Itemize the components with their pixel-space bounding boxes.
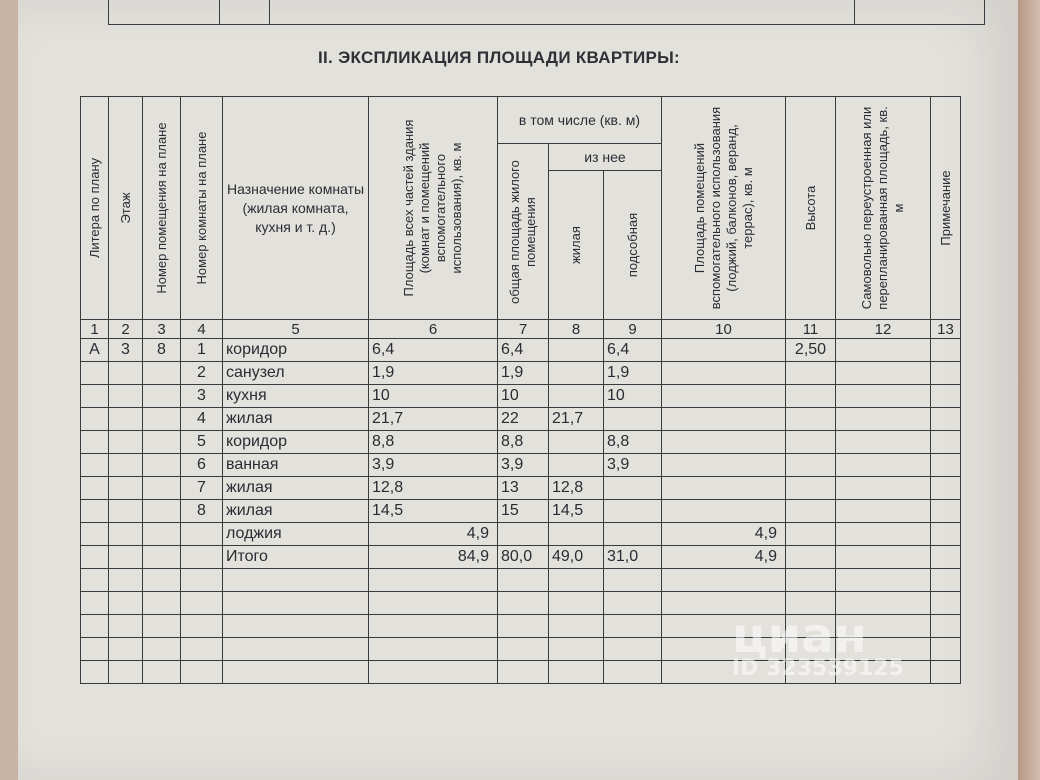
cell-total: 1,9 <box>369 362 498 385</box>
cell-balc <box>662 385 786 408</box>
cell-balc: 4,9 <box>662 523 786 546</box>
table-row <box>81 500 961 523</box>
cell-aux <box>604 615 662 638</box>
cell-balc <box>662 477 786 500</box>
cell-num <box>181 638 223 661</box>
cell-num <box>181 661 223 684</box>
cell-general <box>498 523 549 546</box>
cell-num: 2 <box>181 362 223 385</box>
col-number: 5 <box>223 320 369 339</box>
header-premises-number: Номер помещения на плане <box>143 97 181 320</box>
cell-total <box>369 592 498 615</box>
cell-name: ванная <box>223 454 369 477</box>
cell-name: жилая <box>223 477 369 500</box>
cell-balc <box>662 339 786 362</box>
cell-name <box>223 661 369 684</box>
cell-height <box>786 408 836 431</box>
cell-name: коридор <box>223 339 369 362</box>
cell-empty <box>931 454 961 477</box>
cell-num: 7 <box>181 477 223 500</box>
cell-room <box>143 362 181 385</box>
cell-living <box>549 385 604 408</box>
col-number: 13 <box>931 320 961 339</box>
cell-lit <box>81 615 109 638</box>
cell-num <box>181 615 223 638</box>
cell-name: жилая <box>223 408 369 431</box>
cell-living <box>549 523 604 546</box>
cell-empty <box>931 362 961 385</box>
cell-lit <box>81 661 109 684</box>
col-number: 4 <box>181 320 223 339</box>
cell-empty <box>836 339 931 362</box>
cell-height <box>786 500 836 523</box>
cell-room <box>143 569 181 592</box>
cell-general <box>498 615 549 638</box>
cell-lit <box>81 408 109 431</box>
cell-balc <box>662 569 786 592</box>
col-number: 2 <box>109 320 143 339</box>
cell-room <box>143 385 181 408</box>
cell-total: 4,9 <box>369 523 498 546</box>
cell-room <box>143 431 181 454</box>
cell-room <box>143 477 181 500</box>
cell-room <box>143 615 181 638</box>
cell-living <box>549 569 604 592</box>
cell-num <box>181 592 223 615</box>
col-number: 7 <box>498 320 549 339</box>
cell-lit <box>81 638 109 661</box>
cell-empty <box>836 500 931 523</box>
cell-lit <box>81 546 109 569</box>
cell-living <box>549 661 604 684</box>
cell-empty <box>931 523 961 546</box>
header-litera: Литера по плану <box>81 97 109 320</box>
cell-aux <box>604 408 662 431</box>
cell-general <box>498 638 549 661</box>
cell-room <box>143 454 181 477</box>
cell-num: 8 <box>181 500 223 523</box>
table-row <box>81 362 961 385</box>
cell-room <box>143 661 181 684</box>
header-total-area: Площадь всех частей здания (комнат и помещений вспомогательного использования), кв. м <box>369 97 498 320</box>
cell-lit: А <box>81 339 109 362</box>
cell-general: 15 <box>498 500 549 523</box>
cell-lit <box>81 592 109 615</box>
page-title: II. ЭКСПЛИКАЦИЯ ПЛОЩАДИ КВАРТИРЫ: <box>318 48 681 67</box>
cell-floor <box>109 615 143 638</box>
previous-table-bottom <box>108 0 985 25</box>
cell-living <box>549 431 604 454</box>
cell-general: 8,8 <box>498 431 549 454</box>
cell-general: 6,4 <box>498 339 549 362</box>
cell-lit <box>81 431 109 454</box>
cell-lit <box>81 500 109 523</box>
watermark <box>732 608 904 681</box>
cell-total: 6,4 <box>369 339 498 362</box>
cell-general: 13 <box>498 477 549 500</box>
cell-name: жилая <box>223 500 369 523</box>
cell-total <box>369 569 498 592</box>
cell-empty <box>836 408 931 431</box>
cell-empty <box>931 546 961 569</box>
cell-name <box>223 592 369 615</box>
cell-name <box>223 638 369 661</box>
cell-empty <box>836 477 931 500</box>
explication-table <box>80 96 961 684</box>
table-row <box>81 408 961 431</box>
cell-height <box>786 477 836 500</box>
col-number: 1 <box>81 320 109 339</box>
cell-floor <box>109 408 143 431</box>
cell-living: 14,5 <box>549 500 604 523</box>
cell-general: 3,9 <box>498 454 549 477</box>
cell-floor <box>109 362 143 385</box>
col-number: 10 <box>662 320 786 339</box>
cell-total: 3,9 <box>369 454 498 477</box>
cell-floor <box>109 523 143 546</box>
col-number: 6 <box>369 320 498 339</box>
cell-num: 4 <box>181 408 223 431</box>
cell-lit <box>81 523 109 546</box>
cell-num: 5 <box>181 431 223 454</box>
cell-general <box>498 569 549 592</box>
cell-balc <box>662 454 786 477</box>
cell-name <box>223 569 369 592</box>
cell-num: 6 <box>181 454 223 477</box>
header-floor: Этаж <box>109 97 143 320</box>
cell-room <box>143 500 181 523</box>
cell-height <box>786 546 836 569</box>
cell-aux: 31,0 <box>604 546 662 569</box>
cell-floor <box>109 546 143 569</box>
column-numbers-row <box>81 320 961 339</box>
cell-num: 1 <box>181 339 223 362</box>
cell-room <box>143 523 181 546</box>
cell-balc <box>662 500 786 523</box>
cell-floor <box>109 592 143 615</box>
cell-aux <box>604 523 662 546</box>
cell-aux <box>604 592 662 615</box>
cell-total: 10 <box>369 385 498 408</box>
col-number: 9 <box>604 320 662 339</box>
cell-room <box>143 546 181 569</box>
cell-living <box>549 339 604 362</box>
cell-general: 1,9 <box>498 362 549 385</box>
cell-empty <box>931 592 961 615</box>
cell-name: лоджия <box>223 523 369 546</box>
cell-empty <box>836 385 931 408</box>
cell-balc <box>662 408 786 431</box>
cell-empty <box>931 408 961 431</box>
cell-height <box>786 431 836 454</box>
header-room-number: Номер комнаты на плане <box>181 97 223 320</box>
cell-floor <box>109 431 143 454</box>
cell-aux <box>604 500 662 523</box>
cell-living <box>549 454 604 477</box>
cell-lit <box>81 454 109 477</box>
table-row <box>81 385 961 408</box>
cell-living <box>549 362 604 385</box>
cell-empty <box>931 477 961 500</box>
cell-floor <box>109 454 143 477</box>
header-unauthorized-area: Самовольно переустроенная или перепланированная площадь, кв. м <box>836 97 931 320</box>
cell-height <box>786 385 836 408</box>
header-room-purpose: Назначение комнаты (жилая комната, кухня и т. д.) <box>223 97 369 320</box>
cell-living <box>549 592 604 615</box>
cell-balc <box>662 431 786 454</box>
cell-empty <box>836 546 931 569</box>
cell-general <box>498 592 549 615</box>
cell-aux <box>604 638 662 661</box>
table-row <box>81 431 961 454</box>
cell-height <box>786 362 836 385</box>
cell-num <box>181 546 223 569</box>
cell-empty <box>931 500 961 523</box>
cell-empty <box>836 362 931 385</box>
cell-lit <box>81 362 109 385</box>
cell-general: 10 <box>498 385 549 408</box>
cell-empty <box>836 569 931 592</box>
cell-general: 80,0 <box>498 546 549 569</box>
cell-empty <box>931 431 961 454</box>
cell-lit <box>81 569 109 592</box>
cell-floor: 3 <box>109 339 143 362</box>
cell-empty <box>931 339 961 362</box>
cell-aux: 6,4 <box>604 339 662 362</box>
cell-empty <box>931 615 961 638</box>
header-utility: подсобная <box>604 171 662 320</box>
cell-aux <box>604 661 662 684</box>
cell-balc <box>662 362 786 385</box>
table-row <box>81 523 961 546</box>
cell-total <box>369 661 498 684</box>
cell-empty <box>931 569 961 592</box>
cell-num <box>181 569 223 592</box>
cell-lit <box>81 385 109 408</box>
cell-aux: 10 <box>604 385 662 408</box>
cell-empty <box>836 523 931 546</box>
table-row <box>81 569 961 592</box>
col-number: 3 <box>143 320 181 339</box>
header-living: жилая <box>549 171 604 320</box>
cell-living <box>549 615 604 638</box>
col-number: 12 <box>836 320 931 339</box>
header-including-group: в том числе (кв. м) <box>498 97 662 144</box>
background-edge <box>1018 0 1040 780</box>
cell-total: 84,9 <box>369 546 498 569</box>
cell-living: 49,0 <box>549 546 604 569</box>
cell-name: Итого <box>223 546 369 569</box>
table-row <box>81 339 961 362</box>
cell-aux: 8,8 <box>604 431 662 454</box>
col-number: 11 <box>786 320 836 339</box>
cell-aux: 3,9 <box>604 454 662 477</box>
cell-general <box>498 661 549 684</box>
cell-aux: 1,9 <box>604 362 662 385</box>
cell-empty <box>836 454 931 477</box>
cell-height: 2,50 <box>786 339 836 362</box>
cell-total: 12,8 <box>369 477 498 500</box>
header-height: Высота <box>786 97 836 320</box>
header-note: Примечание <box>931 97 961 320</box>
header-general-area: общая площадь жилого помещения <box>498 144 549 320</box>
header-auxiliary-area: Площадь помещений вспомогательного использования (лоджий, балконов, веранд, террас), кв. м <box>662 97 786 320</box>
cell-total <box>369 615 498 638</box>
table-row <box>81 546 961 569</box>
watermark-logo: циан <box>732 608 867 664</box>
cell-total: 14,5 <box>369 500 498 523</box>
cell-floor <box>109 500 143 523</box>
cell-name: коридор <box>223 431 369 454</box>
header-of-which: из нее <box>549 144 662 171</box>
cell-room <box>143 592 181 615</box>
cell-room <box>143 638 181 661</box>
cell-name: кухня <box>223 385 369 408</box>
table-row <box>81 477 961 500</box>
cell-living: 21,7 <box>549 408 604 431</box>
watermark-id: ID 323539125 <box>732 656 904 681</box>
cell-floor <box>109 569 143 592</box>
cell-balc: 4,9 <box>662 546 786 569</box>
cell-height <box>786 523 836 546</box>
cell-name: санузел <box>223 362 369 385</box>
cell-room: 8 <box>143 339 181 362</box>
cell-num: 3 <box>181 385 223 408</box>
cell-floor <box>109 638 143 661</box>
cell-aux <box>604 477 662 500</box>
cell-empty <box>931 661 961 684</box>
cell-floor <box>109 477 143 500</box>
cell-living <box>549 638 604 661</box>
cell-total: 21,7 <box>369 408 498 431</box>
cell-living: 12,8 <box>549 477 604 500</box>
cell-total <box>369 638 498 661</box>
cell-general: 22 <box>498 408 549 431</box>
cell-name <box>223 615 369 638</box>
cell-floor <box>109 661 143 684</box>
cell-height <box>786 454 836 477</box>
cell-room <box>143 408 181 431</box>
cell-empty <box>836 431 931 454</box>
cell-total: 8,8 <box>369 431 498 454</box>
cell-floor <box>109 385 143 408</box>
cell-empty <box>931 385 961 408</box>
cell-height <box>786 569 836 592</box>
cell-aux <box>604 569 662 592</box>
cell-lit <box>81 477 109 500</box>
cell-num <box>181 523 223 546</box>
col-number: 8 <box>549 320 604 339</box>
table-row <box>81 454 961 477</box>
cell-empty <box>931 638 961 661</box>
